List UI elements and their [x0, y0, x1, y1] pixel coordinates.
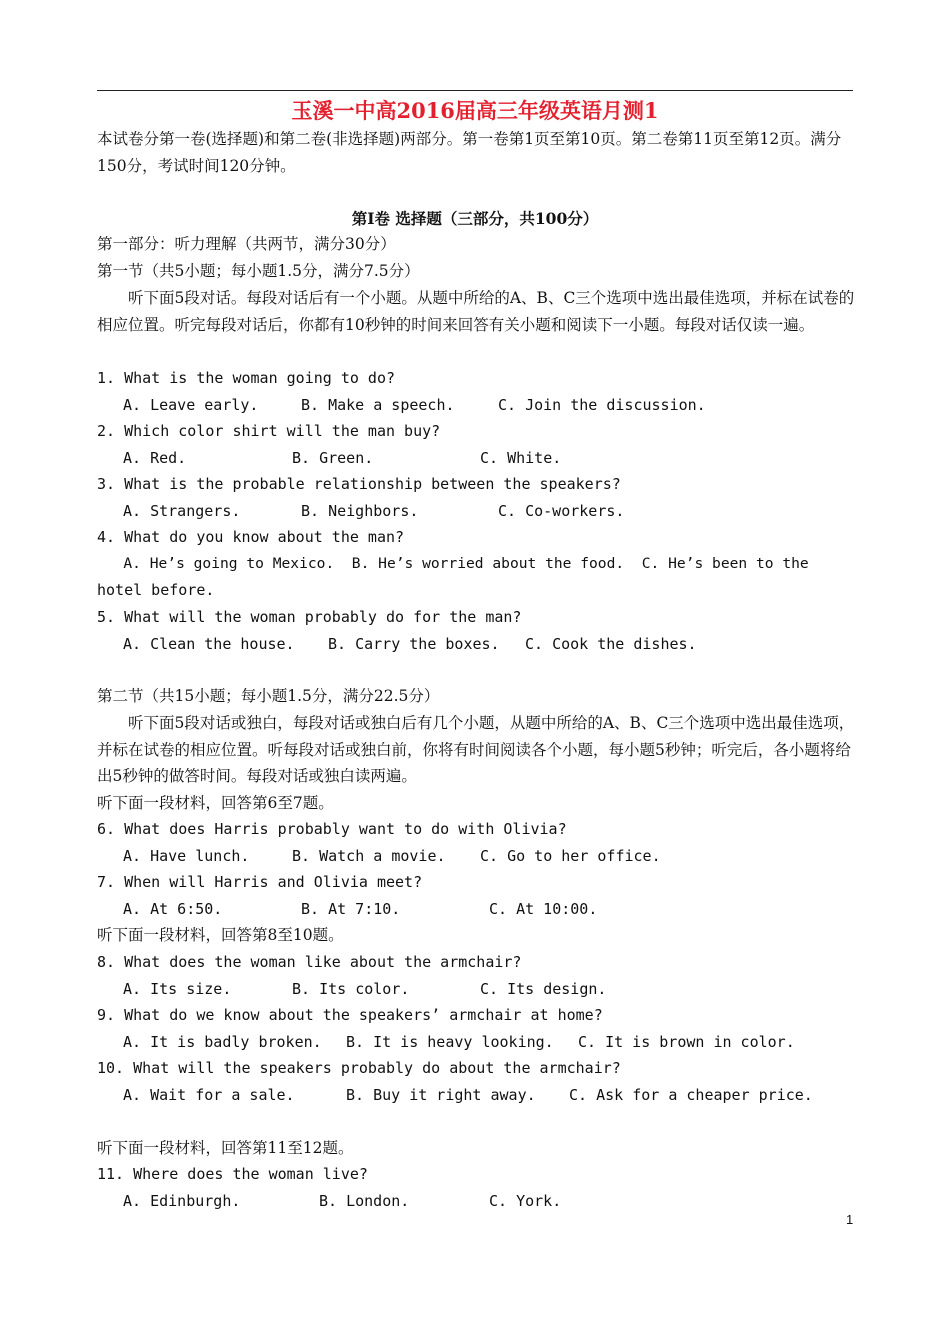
header-rule: [97, 90, 853, 91]
part1-title: 第一部分：听力理解（共两节，满分30分）: [97, 235, 396, 253]
question-11: 11. Where does the woman live?: [97, 1165, 368, 1183]
q9-option-c: C. It is brown in color.: [578, 1033, 795, 1051]
question-1: 1. What is the woman going to do?: [97, 369, 396, 387]
q11-option-a: A. Edinburgh.: [123, 1192, 241, 1210]
intro-paragraph: 本试卷分第一卷(选择题)和第二卷(非选择题)两部分。第一卷第1页至第10页。第二卷第11页至第12页。满分150分，考试时间120分钟。: [97, 130, 842, 175]
question-7: 7. When will Harris and Olivia meet?: [97, 873, 423, 891]
q3-option-b: B. Neighbors.: [301, 502, 419, 520]
q1-option-b: B. Make a speech.: [301, 396, 455, 414]
q4-options: A. He’s going to Mexico. B. He’s worried about the food. C. He’s been to the: [97, 555, 809, 572]
q2-option-a: A. Red.: [123, 449, 187, 467]
question-8: 8. What does the woman like about the armchair?: [97, 953, 522, 971]
material-note-1: 听下面一段材料，回答第6至7题。: [97, 794, 334, 812]
q11-option-b: B. London.: [319, 1192, 410, 1210]
sec2-instructions: 听下面5段对话或独白，每段对话或独白后有几个小题，从题中所给的A、B、C三个选项中选出最佳选项，并标在试卷的相应位置。听每段对话或独白前，你将有时间阅读各个小题，每小题5秒钟；听完后，各小题将给出5秒钟的做答时间。每段对话或独白读两遍。: [97, 714, 855, 786]
q8-option-c: C. Its design.: [480, 980, 607, 998]
question-3: 3. What is the probable relationship between the speakers?: [97, 475, 621, 493]
q8-option-b: B. Its color.: [292, 980, 410, 998]
q2-option-c: C. White.: [480, 449, 562, 467]
q4-options-continued: hotel before.: [97, 581, 215, 599]
sec2-title: 第二节（共15小题；每小题1.5分，满分22.5分）: [97, 687, 440, 705]
q10-option-b: B. Buy it right away.: [346, 1086, 536, 1104]
q6-option-b: B. Watch a movie.: [292, 847, 446, 865]
question-9: 9. What do we know about the speakers’ armchair at home?: [97, 1006, 603, 1024]
q10-option-a: A. Wait for a sale.: [123, 1086, 295, 1104]
q5-option-a: A. Clean the house.: [123, 635, 295, 653]
section1-title: 第Ⅰ卷 选择题（三部分，共100分）: [351, 209, 599, 228]
q7-option-b: B. At 7:10.: [301, 900, 401, 918]
q9-option-b: B. It is heavy looking.: [346, 1033, 554, 1051]
q8-option-a: A. Its size.: [123, 980, 232, 998]
question-5: 5. What will the woman probably do for the man?: [97, 608, 522, 626]
q6-option-c: C. Go to her office.: [480, 847, 661, 865]
q5-option-b: B. Carry the boxes.: [328, 635, 500, 653]
q10-option-c: C. Ask for a cheaper price.: [569, 1086, 813, 1104]
q2-option-b: B. Green.: [292, 449, 374, 467]
q3-option-a: A. Strangers.: [123, 502, 241, 520]
q5-option-c: C. Cook the dishes.: [525, 635, 697, 653]
material-note-3: 听下面一段材料，回答第11至12题。: [97, 1139, 354, 1157]
exam-title: 玉溪一中高2016届高三年级英语月测1: [291, 98, 659, 123]
question-2: 2. Which color shirt will the man buy?: [97, 422, 441, 440]
q7-option-a: A. At 6:50.: [123, 900, 223, 918]
question-4: 4. What do you know about the man?: [97, 528, 405, 546]
question-6: 6. What does Harris probably want to do with Olivia?: [97, 820, 567, 838]
q11-option-c: C. York.: [489, 1192, 562, 1210]
q6-option-a: A. Have lunch.: [123, 847, 250, 865]
page-number: 1: [846, 1212, 854, 1227]
material-note-2: 听下面一段材料，回答第8至10题。: [97, 926, 344, 944]
q1-option-a: A. Leave early.: [123, 396, 259, 414]
question-10: 10. What will the speakers probably do about the armchair?: [97, 1059, 621, 1077]
q3-option-c: C. Co-workers.: [498, 502, 625, 520]
sec1-title: 第一节（共5小题；每小题1.5分，满分7.5分）: [97, 262, 420, 280]
q7-option-c: C. At 10:00.: [489, 900, 598, 918]
q1-option-c: C. Join the discussion.: [498, 396, 706, 414]
q9-option-a: A. It is badly broken.: [123, 1033, 322, 1051]
sec1-instructions: 听下面5段对话。每段对话后有一个小题。从题中所给的A、B、C三个选项中选出最佳选项，并标在试卷的相应位置。听完每段对话后，你都有10秒钟的时间来回答有关小题和阅读下一小题。每段对话仅读一遍。: [97, 289, 855, 334]
